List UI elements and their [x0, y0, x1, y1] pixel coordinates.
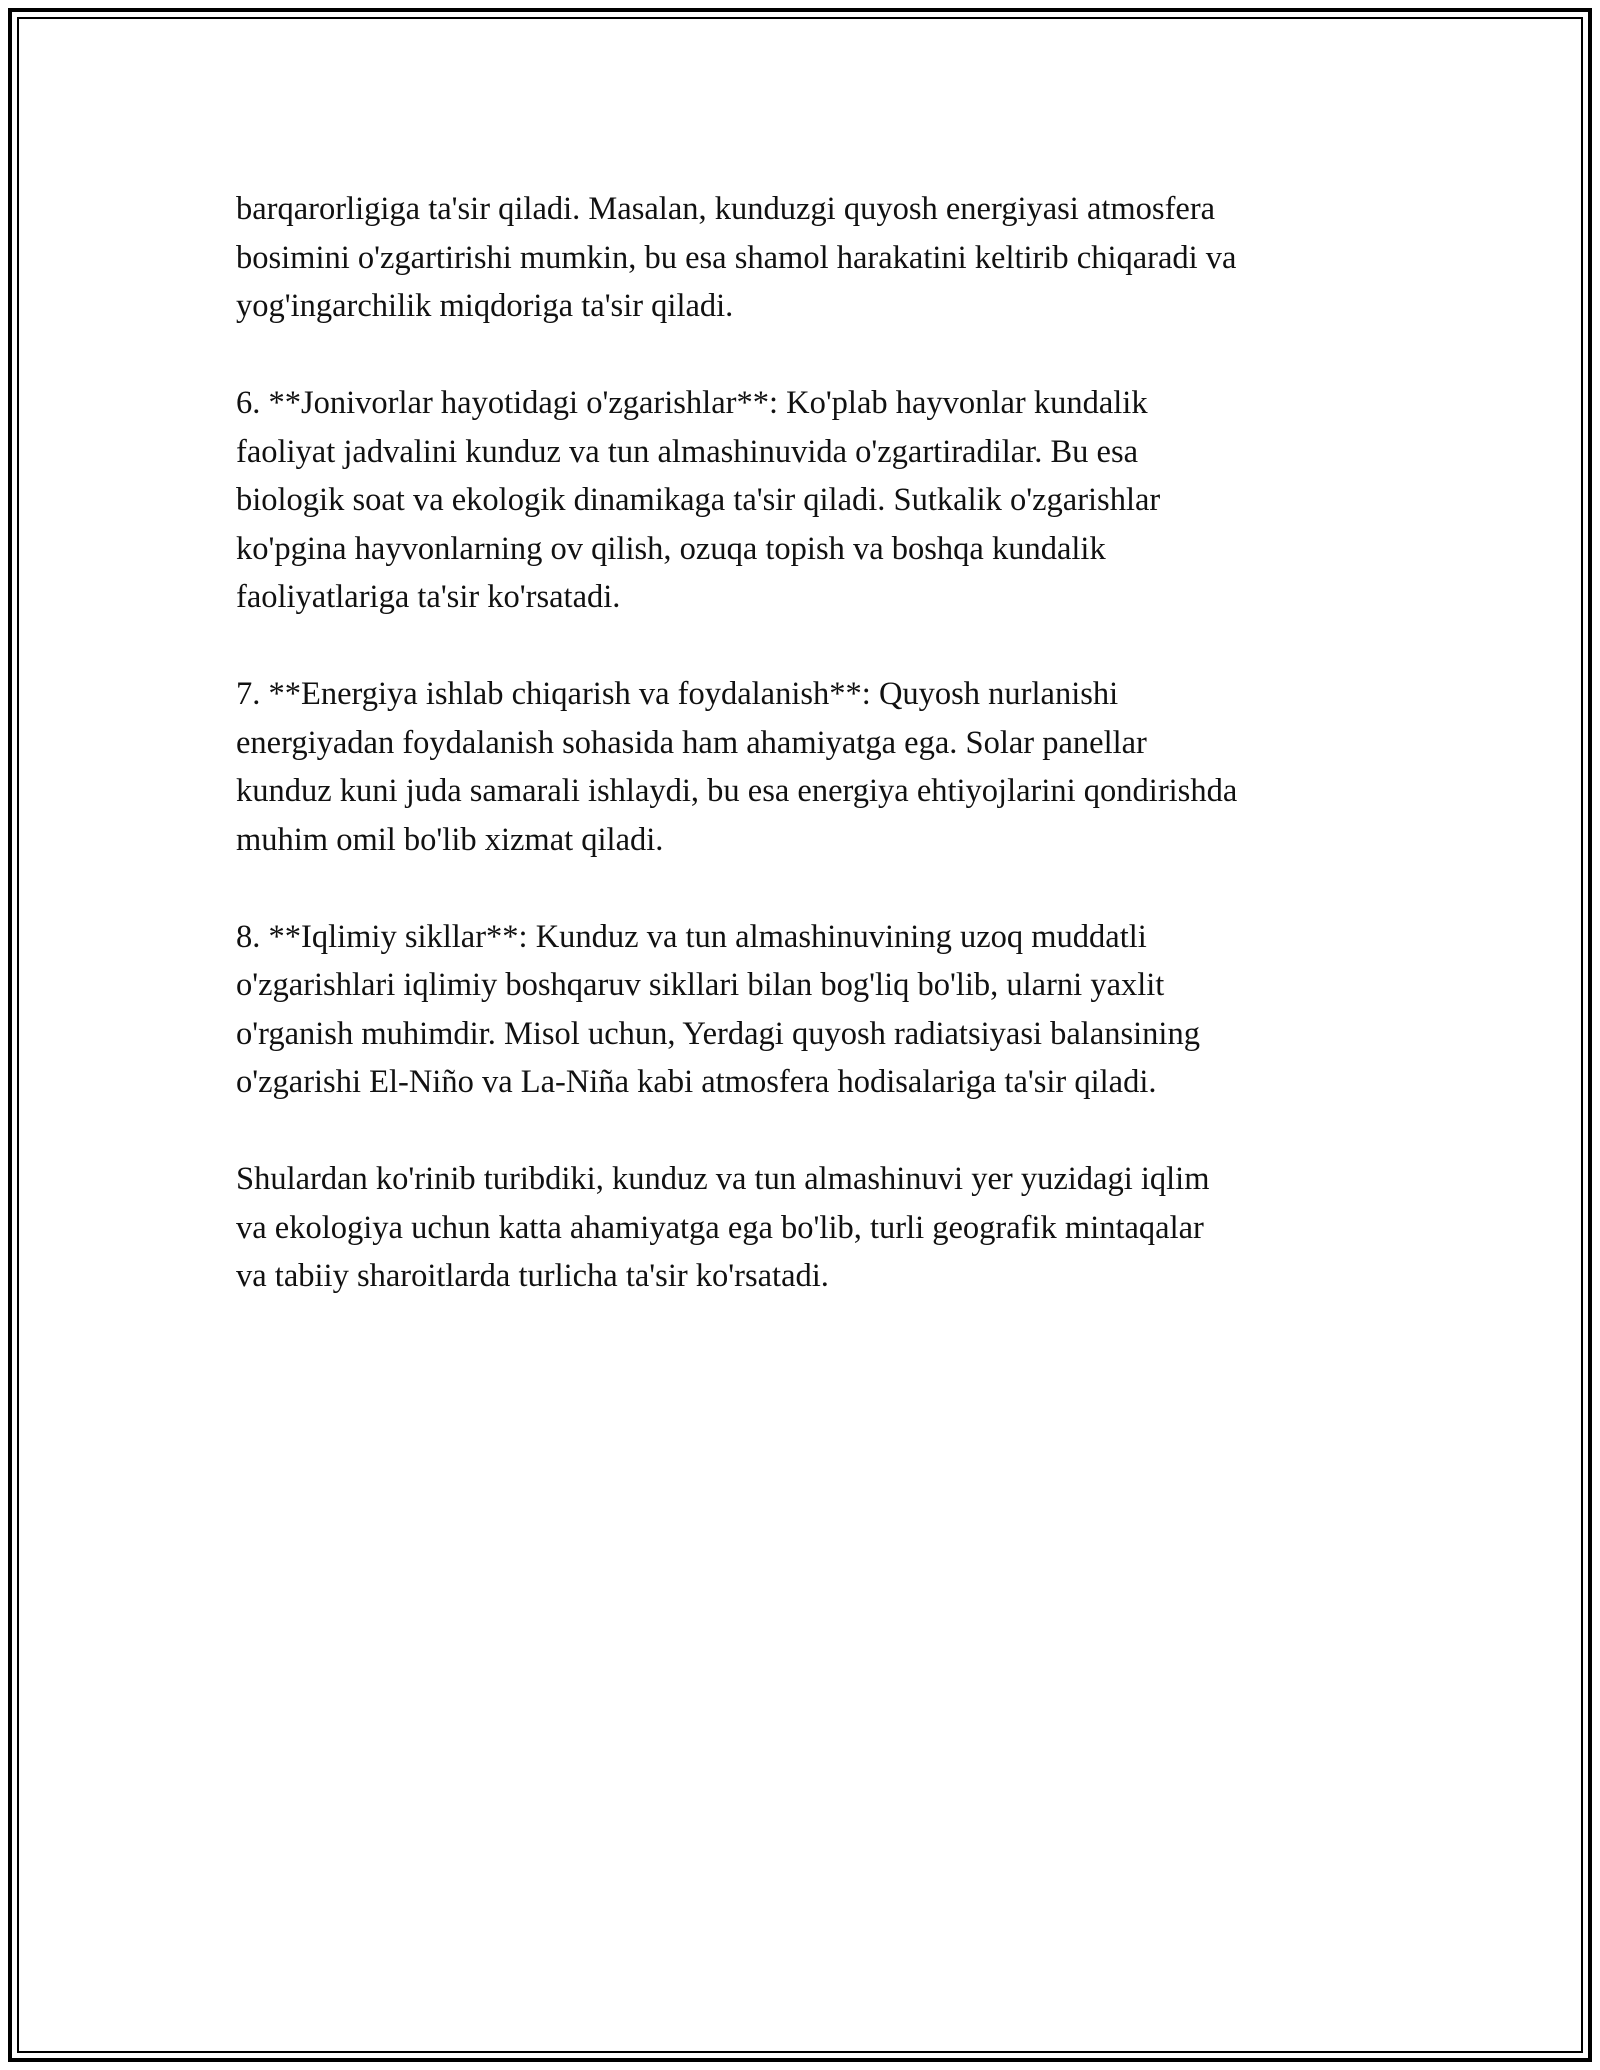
paragraph-item-8 [236, 913, 1386, 1107]
text-line: 6. **Jonivorlar hayotidagi o'zgarishlar**: Ko'plab hayvonlar kundalik [236, 385, 1148, 421]
text-line: yog'ingarchilik miqdoriga ta'sir qiladi. [236, 288, 734, 324]
text-line: bosimini o'zgartirishi mumkin, bu esa shamol harakatini keltirib chiqaradi va [236, 239, 1237, 276]
text-line: kunduz kuni juda samarali ishlaydi, bu esa energiya ehtiyojlarini qondirishda [236, 773, 1238, 809]
text-line: muhim omil bo'lib xizmat qiladi. [236, 821, 664, 858]
text-line: 7. **Energiya ishlab chiqarish va foydalanish**: Quyosh nurlanishi [236, 676, 1119, 712]
text-line: 8. **Iqlimiy sikllar**: Kunduz va tun almashinuvining uzoq muddatli [236, 918, 1147, 955]
text-line: energiyadan foydalanish sohasida ham ahamiyatga ega. Solar panellar [236, 724, 1147, 761]
text-line: faoliyat jadvalini kunduz va tun almashinuvida o'zgartiradilar. Bu esa [236, 433, 1139, 470]
text-line: o'zgarishi El-Niño va La-Niña kabi atmosfera hodisalariga ta'sir qiladi. [236, 1064, 1157, 1100]
text-line: ko'pgina hayvonlarning ov qilish, ozuqa topish va boshqa kundalik [236, 530, 1106, 567]
paragraph-gap [236, 331, 1386, 380]
paragraph-continuation [236, 185, 1386, 331]
text-line: o'rganish muhimdir. Misol uchun, Yerdagi quyosh radiatsiyasi balansining [236, 1015, 1200, 1052]
text-line: o'zgarishlari iqlimiy boshqaruv sikllari bilan bog'liq bo'lib, ularni yaxlit [236, 967, 1165, 1003]
paragraph-conclusion [236, 1155, 1386, 1301]
document-body [236, 185, 1386, 1301]
paragraph-item-6 [236, 379, 1386, 622]
text-line: faoliyatlariga ta'sir ko'rsatadi. [236, 579, 621, 615]
paragraph-gap [236, 622, 1386, 671]
text-line: barqarorligiga ta'sir qiladi. Masalan, kunduzgi quyosh energiyasi atmosfera [236, 191, 1216, 227]
paragraph-item-7 [236, 670, 1386, 864]
text-line: biologik soat va ekologik dinamikaga ta'sir qiladi. Sutkalik o'zgarishlar [236, 482, 1161, 518]
text-line: va tabiiy sharoitlarda turlicha ta'sir ko'rsatadi. [236, 1258, 829, 1294]
text-line: va ekologiya uchun katta ahamiyatga ega bo'lib, turli geografik mintaqalar [236, 1209, 1204, 1246]
paragraph-gap [236, 1107, 1386, 1156]
paragraph-gap [236, 864, 1386, 913]
text-line: Shulardan ko'rinib turibdiki, kunduz va tun almashinuvi yer yuzidagi iqlim [236, 1161, 1210, 1197]
